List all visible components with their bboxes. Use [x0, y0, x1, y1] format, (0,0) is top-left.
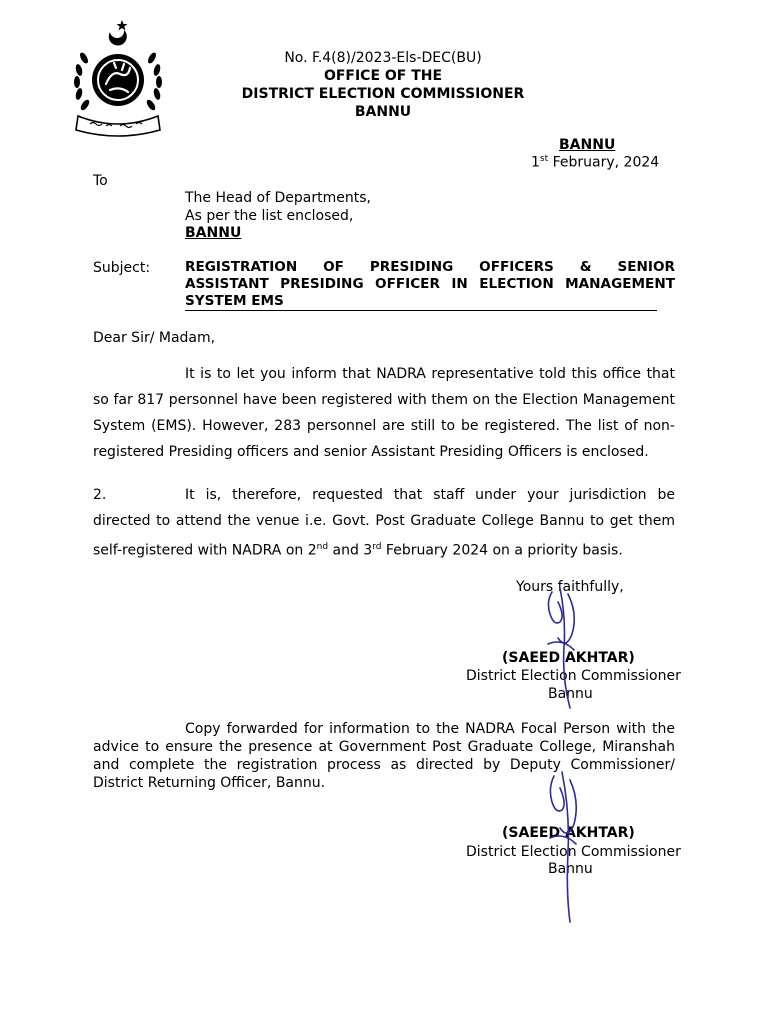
reference-number: No. F.4(8)/2023-Els-DEC(BU): [284, 50, 482, 66]
copy-signatory-name: (SAEED AKHTAR): [502, 825, 635, 841]
signatory-designation: District Election Commissioner: [466, 668, 681, 684]
place-label: BANNU: [559, 137, 616, 153]
city-heading: BANNU: [354, 104, 412, 120]
body-paragraph-2: 2. It is, therefore, requested that staff under your jurisdiction be directed to attend the venue i.e. Govt. Post Graduate College Bannu to get them self-registered with NADRA on 2nd and 3rd February 2024 on a priority basis.: [93, 487, 675, 559]
addressee-line-2: As per the list enclosed,: [185, 208, 354, 224]
subject-line-3: SYSTEM EMS: [185, 293, 657, 311]
addressee-line-1: The Head of Departments,: [185, 190, 371, 206]
yours-faithfully: Yours faithfully,: [516, 579, 624, 595]
subject-line-2: ASSISTANT PRESIDING OFFICER IN ELECTION MANAGEMENT: [185, 276, 675, 292]
signatory-name: (SAEED AKHTAR): [502, 650, 635, 666]
to-label: To: [93, 173, 108, 189]
subject-label: Subject:: [93, 260, 151, 276]
office-heading: OFFICE OF THE: [323, 68, 443, 84]
addressee-line-3: BANNU: [185, 225, 242, 241]
election-commission-emblem: [70, 18, 166, 142]
signatory-city: Bannu: [548, 686, 593, 702]
salutation: Dear Sir/ Madam,: [93, 330, 216, 346]
copy-signatory-city: Bannu: [548, 861, 593, 877]
copy-forwarded-paragraph: Copy forwarded for information to the NADRA Focal Person with the advice to ensure the presence at Government Post Graduate College, Miranshah and complete the registration process as directed by Deputy Commissioner/ District Returning Officer, Bannu.: [93, 721, 675, 791]
copy-signatory-designation: District Election Commissioner: [466, 844, 681, 860]
subject-line-1: REGISTRATION OF PRESIDING OFFICERS & SENIOR: [185, 259, 675, 275]
commissioner-heading: DISTRICT ELECTION COMMISSIONER: [241, 86, 525, 102]
body-paragraph-1: It is to let you inform that NADRA representative told this office that so far 817 personnel have been registered with them on the Election Management System (EMS). However, 283 personnel are still to be registered. The list of non-registered Presiding officers and senior Assistant Presiding Officers is enclosed.: [93, 366, 675, 460]
subject-text: [185, 259, 675, 311]
letter-date: 1st February, 2024: [531, 154, 660, 171]
